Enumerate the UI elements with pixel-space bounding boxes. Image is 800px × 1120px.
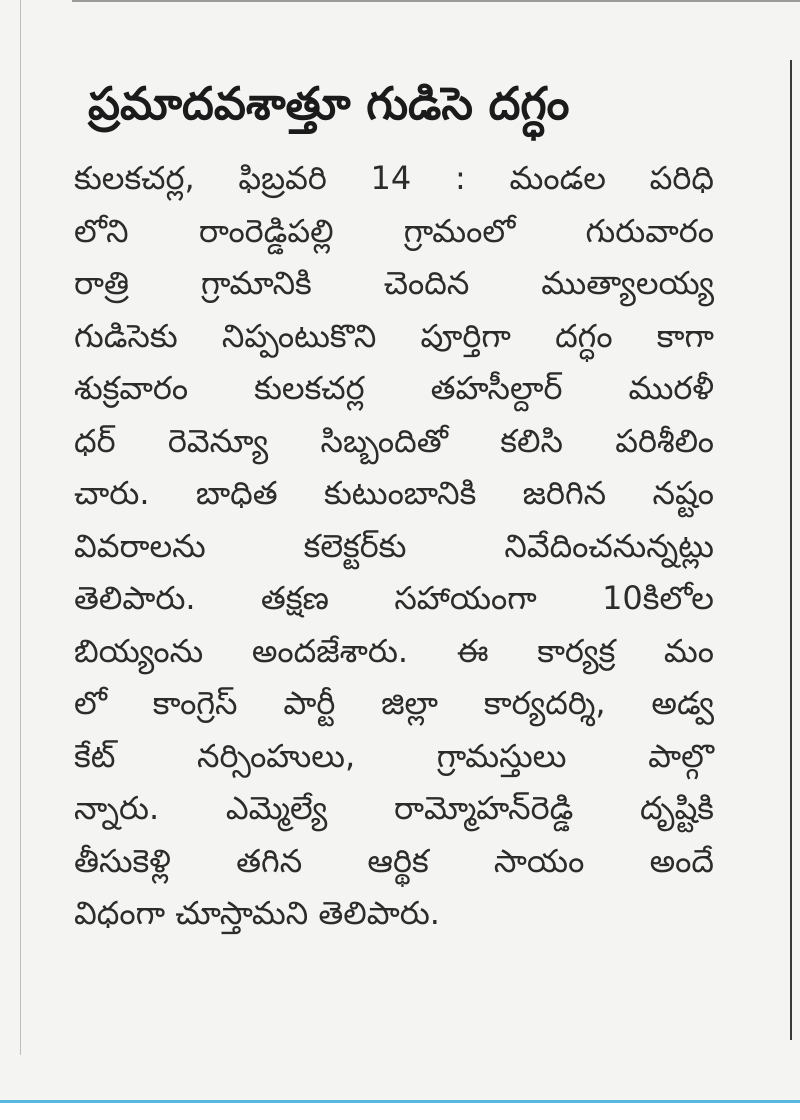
body-line: చారు. బాధిత కుటుంబానికి జరిగిన నష్టం	[74, 474, 714, 512]
right-column-rule	[790, 60, 792, 1040]
body-line: కులకచర్ల, ఫిబ్రవరి 14 : మండల పరిధి	[74, 159, 714, 197]
body-line: న్నారు. ఎమ్మెల్యే రామ్మోహన్‌రెడ్డి దృష్టికి	[74, 789, 714, 827]
top-column-rule	[72, 0, 800, 2]
article-body	[74, 152, 714, 940]
body-line: లో కాంగ్రెస్ పార్టీ జిల్లా కార్యదర్శి, అడ్వ	[74, 684, 714, 722]
body-line: వివరాలను కలెక్టర్‌కు నివేదించనున్నట్లు	[74, 526, 714, 565]
body-line: తీసుకెళ్లి తగిన ఆర్థిక సాయం అందే	[74, 841, 714, 880]
body-line: విధంగా చూస్తామని తెలిపారు.	[74, 894, 440, 932]
body-line: ధర్ రెవెన్యూ సిబ్బందితో కలిసి పరిశీలిం	[74, 421, 714, 460]
body-line: శుక్రవారం కులకచర్ల తహసీల్దార్ మురళీ	[74, 369, 714, 407]
body-line: గుడిసెకు నిప్పంటుకొని పూర్తిగా దగ్ధం కాగా	[74, 316, 714, 355]
body-line: కేట్ నర్సింహులు, గ్రామస్తులు పాల్గొ	[74, 736, 714, 775]
news-article	[74, 62, 714, 940]
body-line: లోని రాంరెడ్డిపల్లి గ్రామంలో గురువారం	[74, 211, 714, 250]
body-line: బియ్యంను అందజేశారు. ఈ కార్యక్ర మం	[74, 631, 714, 670]
body-line: తెలిపారు. తక్షణ సహాయంగా 10కిలోల	[74, 579, 714, 617]
bottom-border-band	[0, 1100, 800, 1120]
body-line: రాత్రి గ్రామానికి చెందిన ముత్యాలయ్య	[74, 264, 714, 302]
article-headline: ప్రమాదవశాత్తూ గుడిసె దగ్ధం	[88, 77, 570, 130]
left-column-rule	[20, 0, 21, 1055]
